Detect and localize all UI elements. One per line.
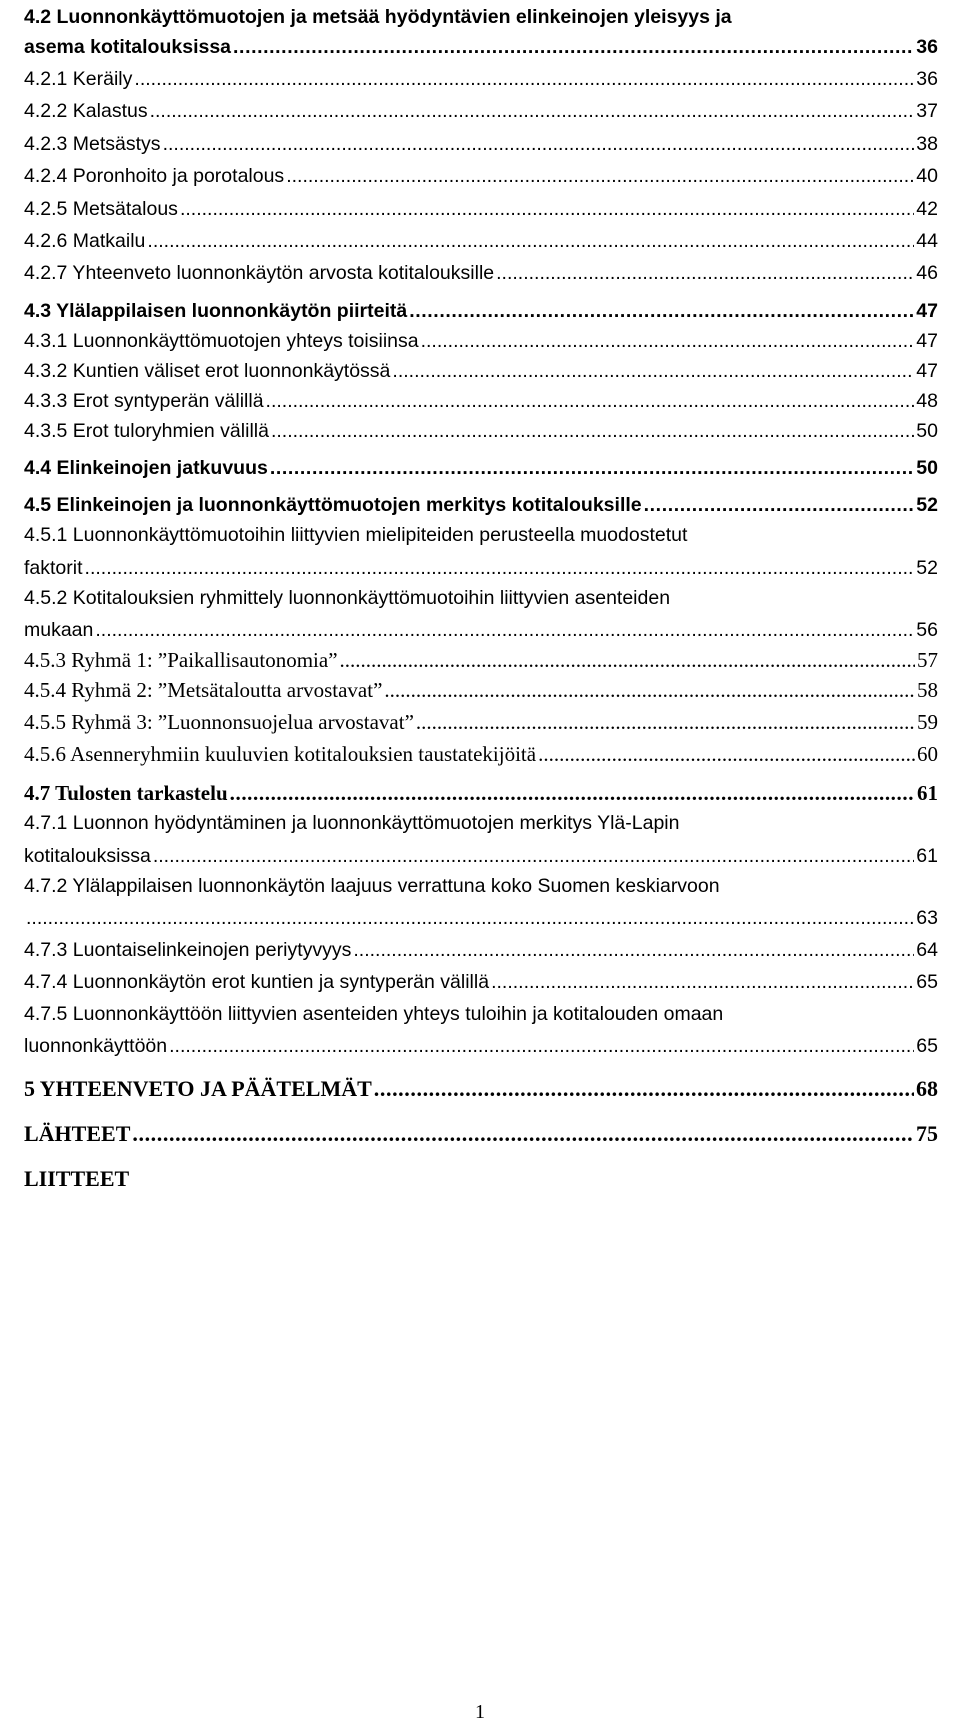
toc-entry[interactable] xyxy=(24,903,938,933)
toc-entry-title: 5 YHTEENVETO JA PÄÄTELMÄT xyxy=(24,1076,372,1101)
dot-leader xyxy=(147,226,914,256)
dot-leader xyxy=(409,296,914,326)
toc-entry-title: 4.5.1 Luonnonkäyttömuotoihin liittyvien mielipiteiden perusteella muodostetut xyxy=(24,524,688,546)
dot-leader xyxy=(163,129,915,159)
toc-entry-page-number: 47 xyxy=(916,330,938,352)
toc-entry-page-number: 59 xyxy=(917,710,938,734)
toc-entry-page-number: 47 xyxy=(916,360,938,382)
dot-leader xyxy=(230,778,915,808)
toc-entry-title: 4.2.2 Kalastus xyxy=(24,100,148,122)
toc-entry-title: 4.7.3 Luontaiselinkeinojen periytyvyys xyxy=(24,939,352,961)
toc-entry-page-number: 65 xyxy=(916,1035,938,1057)
toc-entry-title: 4.7 Tulosten tarkastelu xyxy=(24,781,228,805)
toc-entry-page-number: 75 xyxy=(916,1121,938,1146)
dot-leader xyxy=(392,356,914,386)
dot-leader xyxy=(271,416,914,446)
toc-entry-title: 4.5.6 Asenneryhmiin kuuluvien kotitalouksien taustatekijöitä xyxy=(24,742,537,766)
toc-entry-page-number: 65 xyxy=(916,971,938,993)
toc-entry-title: 4.5.2 Kotitalouksien ryhmittely luonnonkäyttömuotoihin liittyvien asenteiden xyxy=(24,587,671,609)
dot-leader xyxy=(169,1031,914,1061)
toc-entry[interactable] xyxy=(24,935,938,965)
toc-entry[interactable] xyxy=(24,194,938,224)
dot-leader xyxy=(538,739,915,769)
dot-leader xyxy=(85,553,915,583)
dot-leader xyxy=(353,935,914,965)
dot-leader xyxy=(95,615,914,645)
dot-leader xyxy=(286,161,914,191)
toc-entry-page-number: 36 xyxy=(916,68,938,90)
dot-leader xyxy=(374,1074,914,1104)
toc-entry[interactable] xyxy=(24,326,938,356)
toc-entry-page-number: 36 xyxy=(916,36,938,58)
toc-entry-title: luonnonkäyttöön xyxy=(24,1035,168,1057)
dot-leader xyxy=(384,675,915,705)
toc-entry[interactable] xyxy=(24,675,938,705)
toc-entry[interactable] xyxy=(24,453,938,483)
toc-entry-title: 4.3 Ylälappilaisen luonnonkäytön piirteitä xyxy=(24,300,408,322)
toc-entry-title: LIITTEET xyxy=(24,1166,130,1191)
toc-entry[interactable] xyxy=(24,258,938,288)
dot-leader xyxy=(270,453,914,483)
toc-entry-title: LÄHTEET xyxy=(24,1121,131,1146)
toc-entry-title: 4.3.1 Luonnonkäyttömuotojen yhteys toisiinsa xyxy=(24,330,419,352)
toc-entry[interactable] xyxy=(24,416,938,446)
toc-entry[interactable] xyxy=(24,2,938,32)
toc-entry-title: 4.2.3 Metsästys xyxy=(24,133,161,155)
toc-entry-title: asema kotitalouksissa xyxy=(24,36,232,58)
toc-entry-title: 4.2.5 Metsätalous xyxy=(24,198,178,220)
dot-leader xyxy=(150,96,915,126)
toc-entry[interactable] xyxy=(24,583,938,613)
toc-entry-page-number: 56 xyxy=(916,619,938,641)
toc-entry-page-number: 52 xyxy=(916,557,938,579)
toc-entry-title: 4.5.3 Ryhmä 1: ”Paikallisautonomia” xyxy=(24,648,338,672)
toc-entry-title: 4.7.4 Luonnonkäytön erot kuntien ja syntyperän välillä xyxy=(24,971,490,993)
toc-entry[interactable] xyxy=(24,226,938,256)
dot-leader xyxy=(233,32,914,62)
toc-entry[interactable] xyxy=(24,490,938,520)
toc-entry-title: 4.3.3 Erot syntyperän välillä xyxy=(24,390,264,412)
toc-entry[interactable] xyxy=(24,871,938,901)
dot-leader xyxy=(134,64,914,94)
toc-entry[interactable] xyxy=(24,296,938,326)
toc-entry-page-number: 48 xyxy=(916,390,938,412)
toc-entry[interactable] xyxy=(24,841,938,871)
toc-entry[interactable] xyxy=(24,645,938,675)
toc-entry-page-number: 37 xyxy=(916,100,938,122)
toc-entry[interactable] xyxy=(24,967,938,997)
toc-entry-page-number: 38 xyxy=(916,133,938,155)
toc-entry-page-number: 44 xyxy=(916,230,938,252)
page-number: 1 xyxy=(475,1701,485,1723)
toc-entry-page-number: 60 xyxy=(917,742,938,766)
dot-leader xyxy=(153,841,914,871)
toc-entry-title: 4.2.6 Matkailu xyxy=(24,230,146,252)
dot-leader xyxy=(416,707,915,737)
toc-entry[interactable] xyxy=(24,553,938,583)
toc-entry[interactable] xyxy=(24,356,938,386)
toc-entry[interactable] xyxy=(24,1119,938,1149)
toc-entry[interactable] xyxy=(24,999,938,1029)
toc-entry-page-number: 68 xyxy=(916,1076,938,1101)
dot-leader xyxy=(644,490,915,520)
toc-entry-title: 4.2.7 Yhteenveto luonnonkäytön arvosta kotitalouksille xyxy=(24,262,495,284)
dot-leader xyxy=(180,194,914,224)
toc-entry[interactable] xyxy=(24,32,938,62)
toc-entry-page-number: 58 xyxy=(917,678,938,702)
toc-entry-title: mukaan xyxy=(24,619,94,641)
toc-entry[interactable] xyxy=(24,615,938,645)
toc-entry-title: 4.5.5 Ryhmä 3: ”Luonnonsuojelua arvostavat” xyxy=(24,710,414,734)
toc-entry-title: 4.5.4 Ryhmä 2: ”Metsätaloutta arvostavat” xyxy=(24,678,383,702)
toc-entry-page-number: 61 xyxy=(916,845,938,867)
toc-entry-page-number: 50 xyxy=(916,420,938,442)
toc-entry[interactable] xyxy=(24,520,938,550)
toc-entry[interactable] xyxy=(24,739,938,769)
toc-entry-page-number: 57 xyxy=(917,648,938,672)
toc-entry[interactable] xyxy=(24,64,938,94)
toc-entry-page-number: 52 xyxy=(916,494,938,516)
dot-leader xyxy=(340,645,915,675)
toc-entry-title: 4.7.1 Luonnon hyödyntäminen ja luonnonkäyttömuotojen merkitys Ylä-Lapin xyxy=(24,812,680,834)
toc-entry-page-number: 47 xyxy=(916,300,938,322)
toc-entry[interactable] xyxy=(24,1074,938,1104)
toc-entry-title: kotitalouksissa xyxy=(24,845,151,867)
toc-entry-title: 4.7.5 Luonnonkäyttöön liittyvien asenteiden yhteys tuloihin ja kotitalouden omaan xyxy=(24,1003,724,1025)
toc-entry[interactable] xyxy=(24,386,938,416)
toc-entry-title: 4.3.2 Kuntien väliset erot luonnonkäytössä xyxy=(24,360,391,382)
toc-entry-page-number: 40 xyxy=(916,165,938,187)
toc-entry-page-number: 42 xyxy=(916,198,938,220)
toc-entry-title: 4.3.5 Erot tuloryhmien välillä xyxy=(24,420,269,442)
dot-leader xyxy=(491,967,914,997)
toc-entry[interactable] xyxy=(24,1031,938,1061)
toc-entry-page-number: 63 xyxy=(916,907,938,929)
toc-entry[interactable] xyxy=(24,161,938,191)
toc-entry-page-number: 61 xyxy=(917,781,938,805)
toc-entry-title: faktorit xyxy=(24,557,83,579)
toc-entry-title: 4.7.2 Ylälappilaisen luonnonkäytön laajuus verrattuna koko Suomen keskiarvoon xyxy=(24,875,720,897)
dot-leader xyxy=(421,326,915,356)
dot-leader xyxy=(26,903,914,933)
toc-entry[interactable] xyxy=(24,129,938,159)
toc-entry-page-number: 64 xyxy=(916,939,938,961)
toc-entry-page-number: 46 xyxy=(916,262,938,284)
toc-entry[interactable] xyxy=(24,96,938,126)
toc-entry-title: 4.2 Luonnonkäyttömuotojen ja metsää hyödyntävien elinkeinojen yleisyys ja xyxy=(24,6,732,28)
toc-entry-page-number: 50 xyxy=(916,457,938,479)
toc-entry[interactable] xyxy=(24,778,938,808)
dot-leader xyxy=(496,258,914,288)
toc-entry-title: 4.4 Elinkeinojen jatkuvuus xyxy=(24,457,268,479)
dot-leader xyxy=(132,1119,914,1149)
toc-entry-title: 4.2.4 Poronhoito ja porotalous xyxy=(24,165,285,187)
toc-entry[interactable] xyxy=(24,808,938,838)
toc-entry[interactable] xyxy=(24,707,938,737)
toc-entry-title: 4.2.1 Keräily xyxy=(24,68,133,90)
toc-entry[interactable] xyxy=(24,1164,938,1194)
dot-leader xyxy=(266,386,915,416)
toc-entry-title: 4.5 Elinkeinojen ja luonnonkäyttömuotojen merkitys kotitalouksille xyxy=(24,494,642,516)
